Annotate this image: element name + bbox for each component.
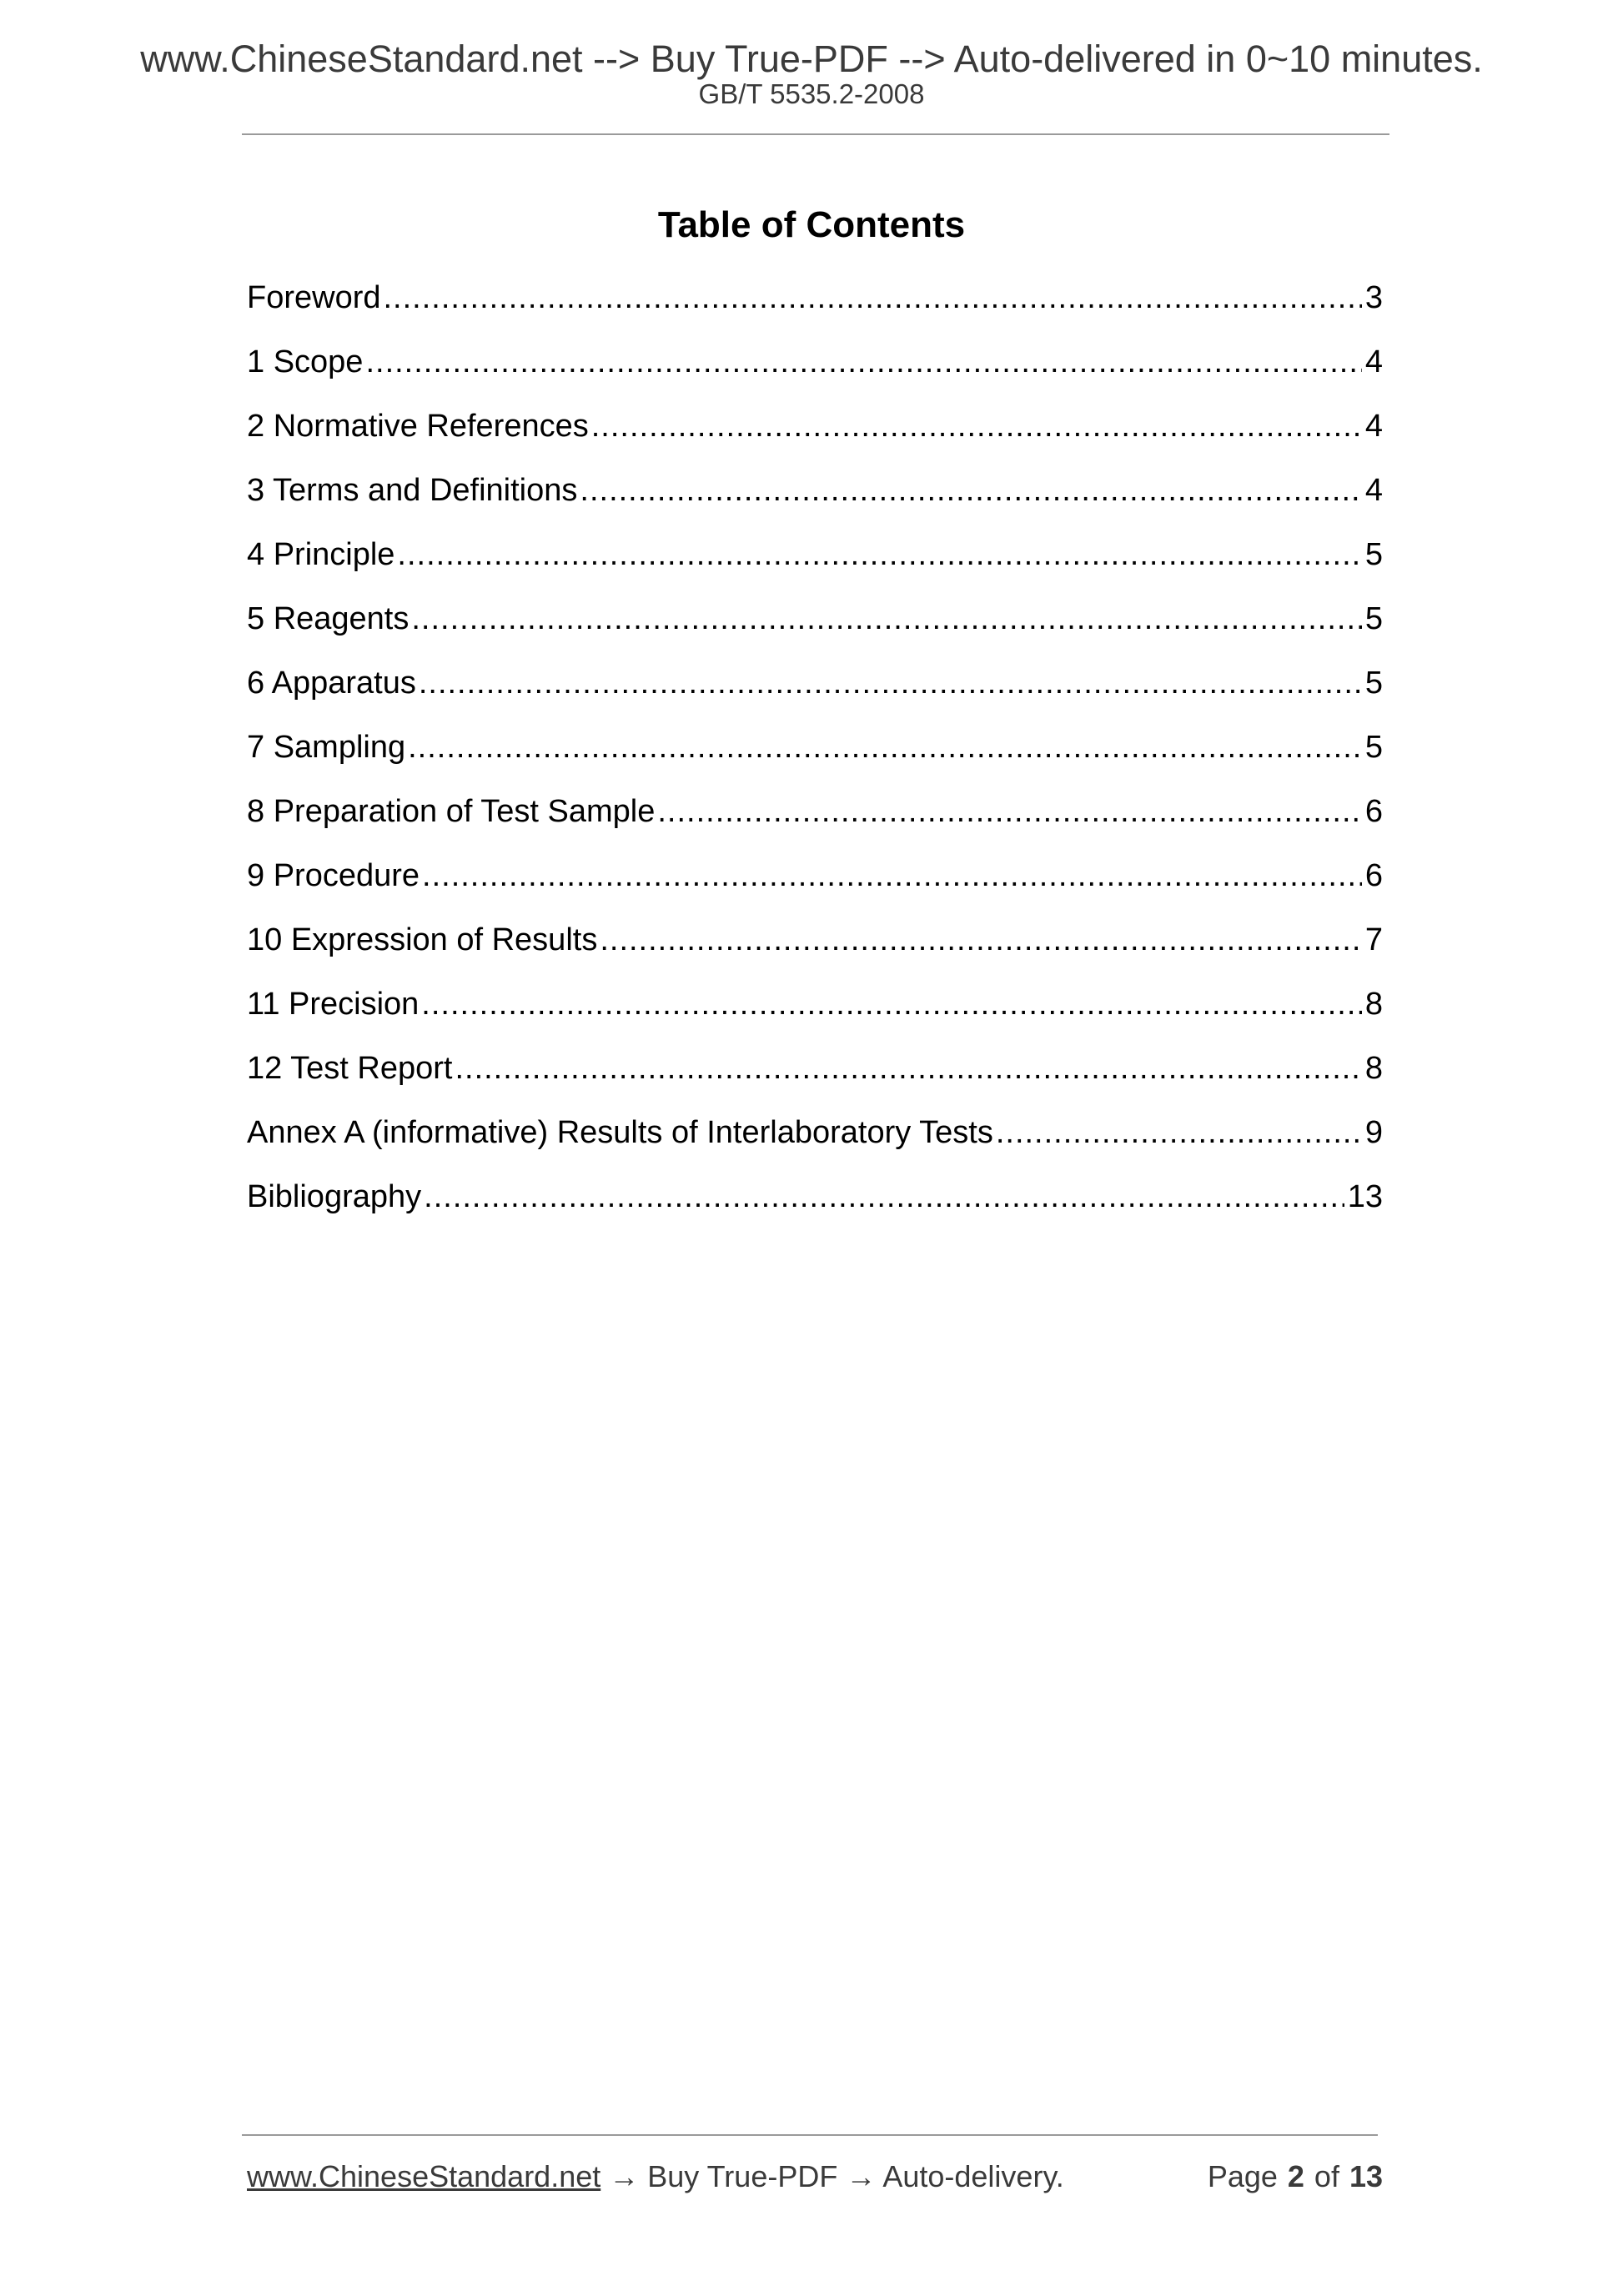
toc-entry-annex-a[interactable] xyxy=(247,1117,1383,1181)
site-banner: www.ChineseStandard.net --> Buy True-PDF --> Auto-delivered in 0~10 minutes. xyxy=(140,38,1483,80)
toc-entry-label: 10 Expression of Results xyxy=(247,924,598,957)
dot-leader xyxy=(397,539,1361,570)
toc-entry-page: 9 xyxy=(1364,1117,1383,1150)
toc-entry-label: 3 Terms and Definitions xyxy=(247,475,578,508)
toc-entry-reagents[interactable] xyxy=(247,603,1383,667)
toc-entry-label: 4 Principle xyxy=(247,539,395,572)
toc-entry-apparatus[interactable] xyxy=(247,667,1383,731)
dot-leader xyxy=(580,475,1361,506)
footer-site-link[interactable]: www.ChineseStandard.net xyxy=(247,2159,601,2193)
dot-leader xyxy=(419,667,1362,699)
dot-leader xyxy=(424,1181,1344,1213)
toc-entry-page: 13 xyxy=(1347,1181,1383,1214)
document-code: GB/T 5535.2-2008 xyxy=(698,78,925,109)
toc-entry-precision[interactable] xyxy=(247,988,1383,1053)
toc-entry-label: 5 Reagents xyxy=(247,603,410,636)
footer-divider xyxy=(242,2134,1378,2136)
toc-entry-normative-references[interactable] xyxy=(247,410,1383,475)
toc-entry-label: 9 Procedure xyxy=(247,860,420,893)
toc-entry-label: 11 Precision xyxy=(247,988,420,1022)
toc-entry-label: Annex A (informative) Results of Interlaboratory Tests xyxy=(247,1117,993,1150)
dot-leader xyxy=(421,988,1362,1020)
toc-entry-preparation-of-test-sample[interactable] xyxy=(247,796,1383,860)
toc-entry-procedure[interactable] xyxy=(247,860,1383,924)
toc-entry-label: 7 Sampling xyxy=(247,731,406,765)
current-page-number: 2 xyxy=(1287,2159,1304,2193)
toc-entry-foreword[interactable] xyxy=(247,282,1383,346)
footer-promo-text: → Buy True-PDF → Auto-delivery. xyxy=(609,2159,1064,2193)
toc-entry-label: 12 Test Report xyxy=(247,1053,453,1086)
toc-entry-page: 8 xyxy=(1364,988,1383,1022)
header-divider xyxy=(242,133,1389,135)
dot-leader xyxy=(996,1117,1362,1148)
toc-entry-label: 2 Normative References xyxy=(247,410,589,444)
total-page-number: 13 xyxy=(1349,2159,1383,2193)
toc-entry-sampling[interactable] xyxy=(247,731,1383,796)
toc-title: Table of Contents xyxy=(657,204,966,245)
toc-entry-terms-and-definitions[interactable] xyxy=(247,475,1383,539)
toc-entry-page: 5 xyxy=(1364,539,1383,572)
toc-entry-page: 4 xyxy=(1364,410,1383,444)
dot-leader xyxy=(422,860,1362,892)
toc-entry-label: 1 Scope xyxy=(247,346,364,379)
toc-entry-test-report[interactable] xyxy=(247,1053,1383,1117)
toc-entry-label: 6 Apparatus xyxy=(247,667,416,701)
toc-entry-bibliography[interactable] xyxy=(247,1181,1383,1245)
toc-entry-label: Bibliography xyxy=(247,1181,422,1214)
toc-entry-page: 7 xyxy=(1364,924,1383,957)
dot-leader xyxy=(365,346,1361,378)
toc-entry-page: 4 xyxy=(1364,475,1383,508)
dot-leader xyxy=(408,731,1362,763)
table-of-contents xyxy=(247,282,1383,1245)
dot-leader xyxy=(591,410,1362,442)
dot-leader xyxy=(384,282,1362,314)
page-number xyxy=(1207,2159,1383,2193)
footer-promo xyxy=(247,2159,1064,2193)
of-word: of xyxy=(1314,2159,1339,2193)
toc-entry-page: 3 xyxy=(1364,282,1383,315)
dot-leader xyxy=(455,1053,1361,1084)
toc-entry-page: 6 xyxy=(1364,860,1383,893)
toc-entry-page: 5 xyxy=(1364,667,1383,701)
toc-entry-scope[interactable] xyxy=(247,346,1383,410)
page-word: Page xyxy=(1207,2159,1278,2193)
toc-entry-page: 5 xyxy=(1364,603,1383,636)
toc-entry-page: 8 xyxy=(1364,1053,1383,1086)
toc-entry-expression-of-results[interactable] xyxy=(247,924,1383,988)
dot-leader xyxy=(411,603,1361,635)
toc-entry-page: 6 xyxy=(1364,796,1383,829)
toc-entry-page: 4 xyxy=(1364,346,1383,379)
toc-entry-principle[interactable] xyxy=(247,539,1383,603)
dot-leader xyxy=(600,924,1362,956)
toc-entry-label: Foreword xyxy=(247,282,381,315)
toc-entry-label: 8 Preparation of Test Sample xyxy=(247,796,656,829)
toc-entry-page: 5 xyxy=(1364,731,1383,765)
dot-leader xyxy=(657,796,1361,827)
page-footer xyxy=(247,2159,1383,2198)
